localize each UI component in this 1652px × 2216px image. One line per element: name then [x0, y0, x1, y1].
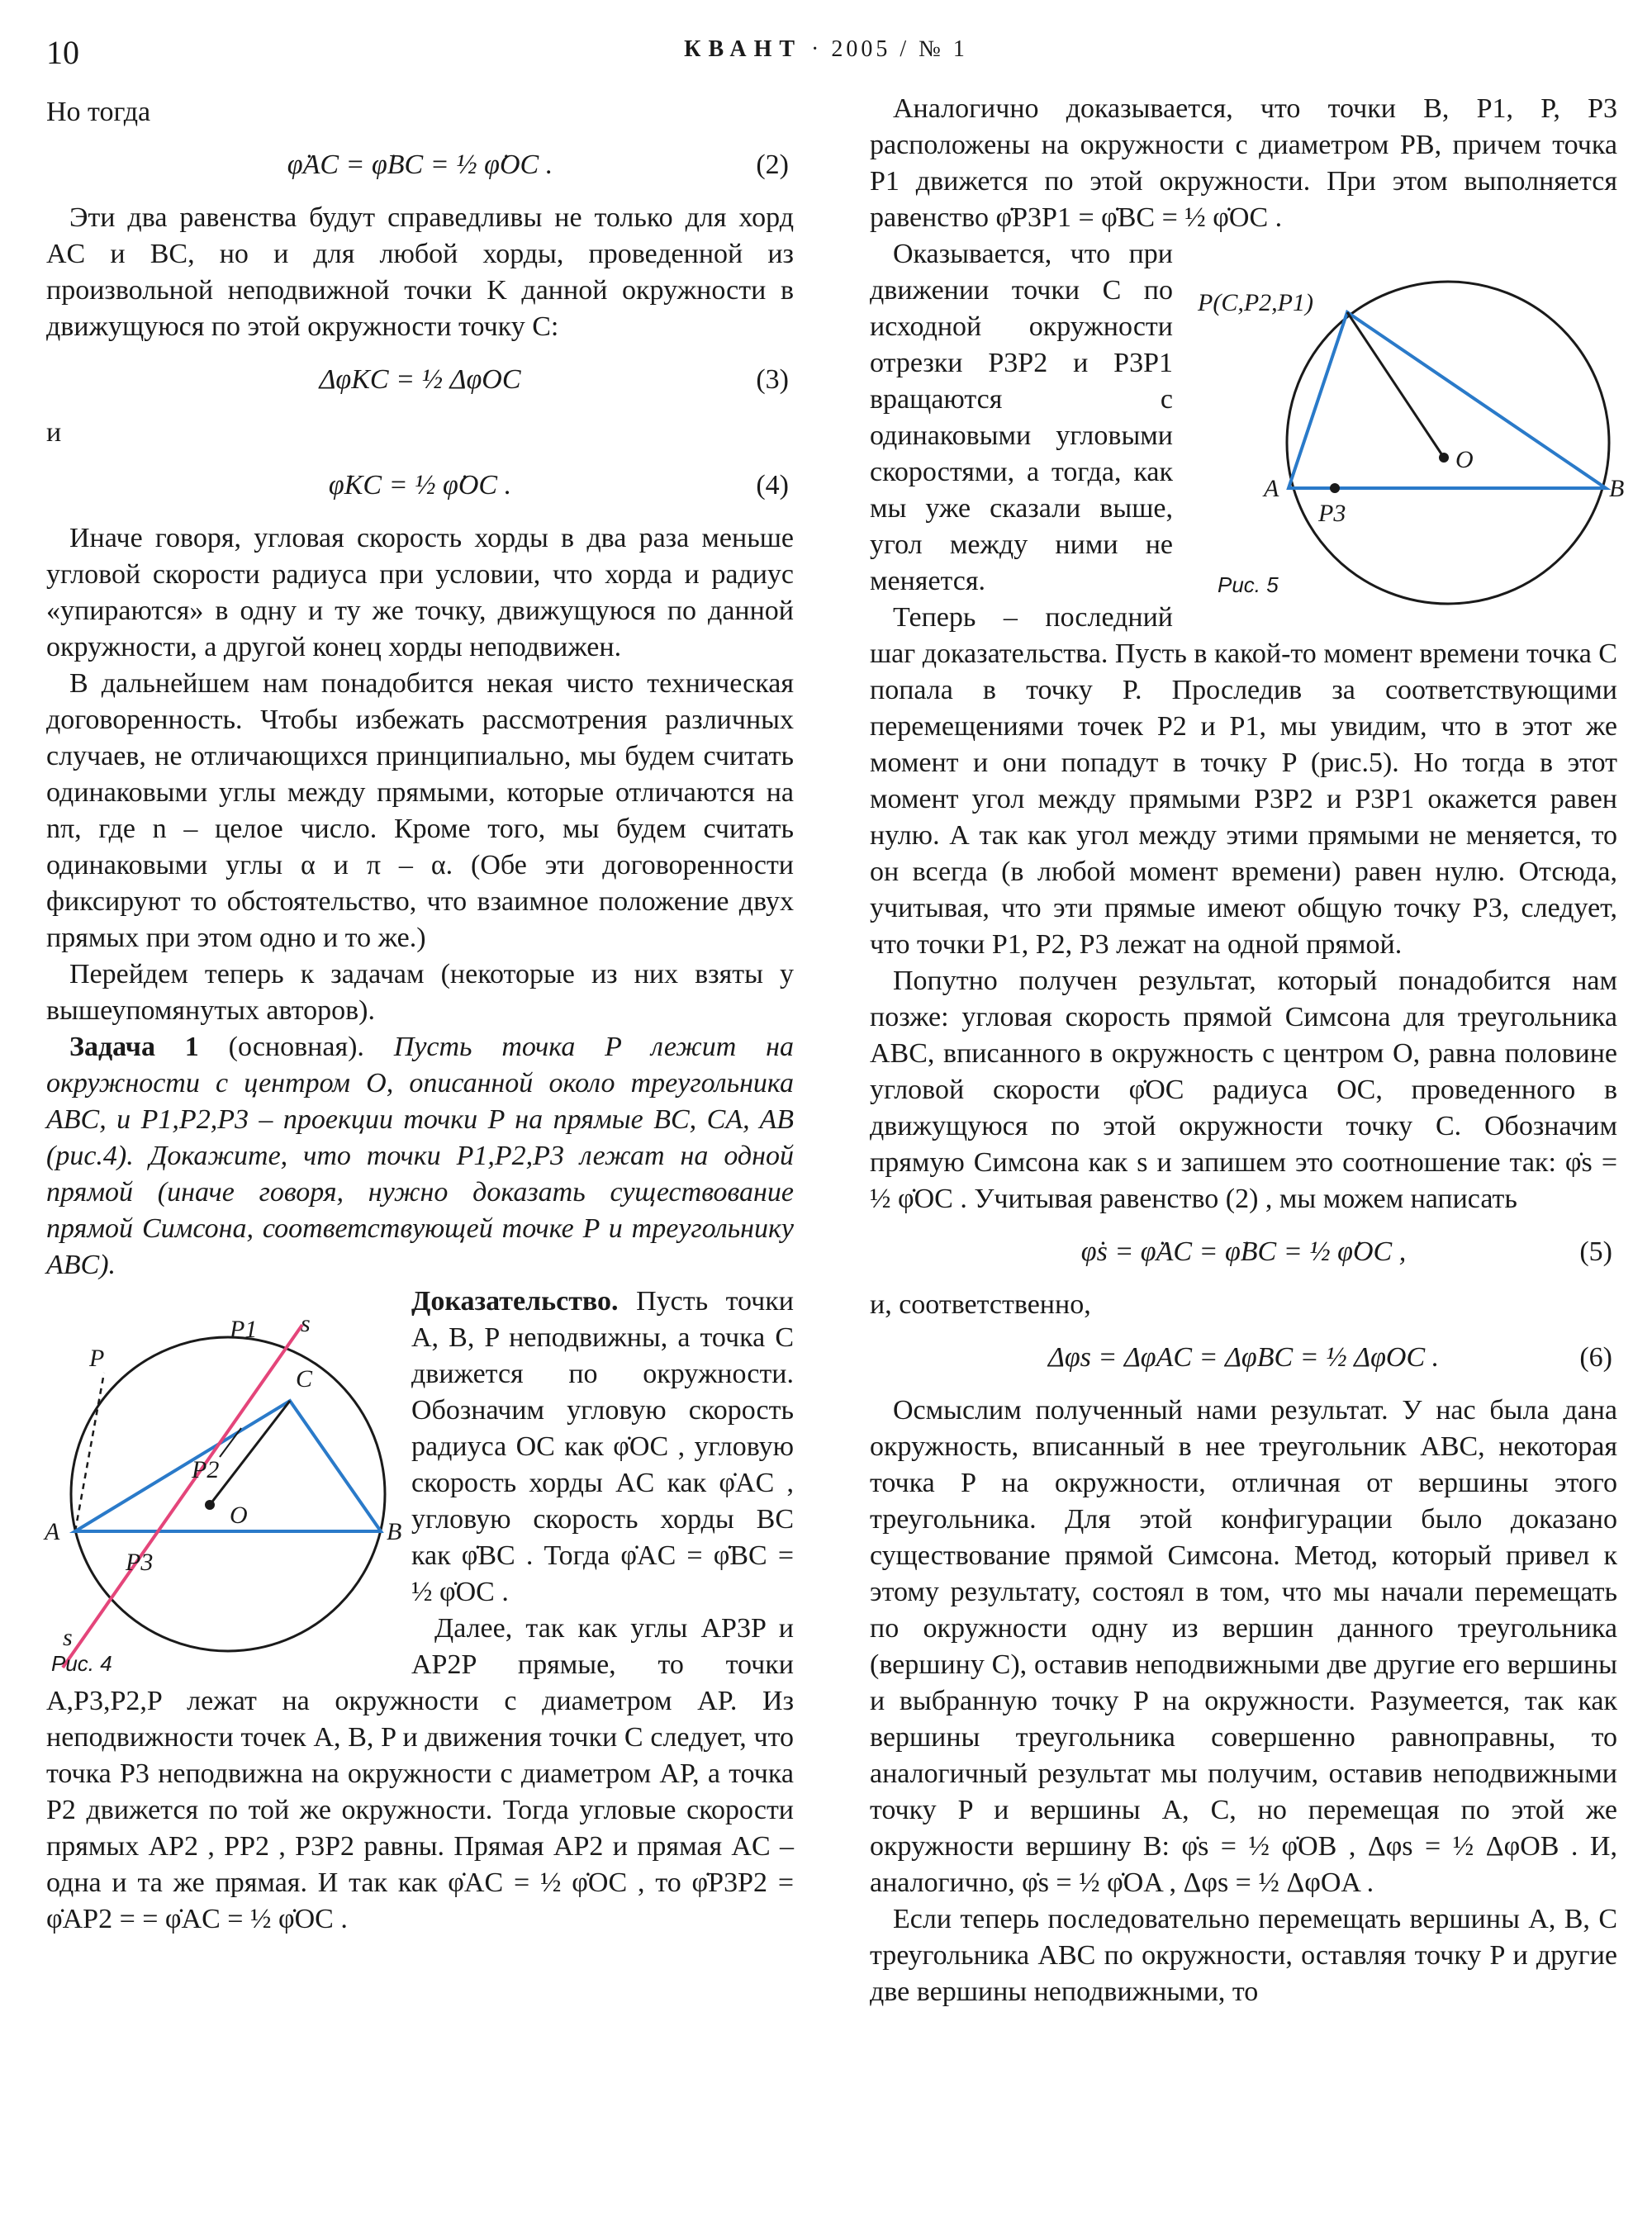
- right-column: [870, 91, 1625, 2010]
- equation-number: (3): [756, 364, 789, 395]
- page-header: [0, 0, 1652, 83]
- label-o: O: [1455, 446, 1474, 473]
- journal-title: [0, 36, 1652, 63]
- paragraph: Далее, так как углы AP3P и AP2P прямые, то точки A,P3,P2,P лежат на окружности с диаметром AP. Из неподвижности точек A, B, P и движения точки C следует, что точка P3 неподвижна на окружности с диаметром AP, а точка P2 движется по той же окружности. Тогда угловые скорости прямых AP2 , PP2 , P3P2 равны. Прямая AP2 и прямая AC – одна и та же прямая. И так как φ̇AC = ½ φ̇OC , то φ̇P3P2 = φ̇AP2 = = φ̇AC = ½ φ̇OC .: [46, 1613, 794, 1934]
- label-p3: P3: [126, 1549, 154, 1576]
- triangle-abc: [1289, 312, 1606, 488]
- equation-text: ΔφKC = ½ ΔφOC: [319, 364, 521, 395]
- page-number: 10: [46, 34, 79, 71]
- label-s-top: s: [301, 1310, 311, 1337]
- paragraph: Попутно получен результат, который понадобится нам позже: угловая скорость прямой Симсона для треугольника ABC, вписанного в окружность с центром O, равна половине угловой скорости φ̇OC радиуса OC, проведенного в движущуюся по этой окружности точку C. Обозначим прямую Симсона как s и запишем это соотношение так: φ̇s = ½ φ̇OC . Учитывая равенство (2) , мы можем написать: [870, 966, 1617, 1214]
- paragraph: Теперь – последний шаг доказательства. Пусть в какой-то момент времени точка C попала в точку P. Проследив за соответствующими перемещениями точек P2 и P1, мы увидим, что в этот же момент и они попадут в точку P (рис.5). Но тогда в этот момент угол между прямыми P3P2 и P3P1 окажется равен нулю. А так как угол между этими прямыми не меняется, то он всегда (в любой момент времени) равен нулю. Отсюда, учитывая, что эти прямые имеют общую точку P3, следует, что точки P1, P2, P3 лежат на одной прямой.: [870, 602, 1617, 960]
- equation-6: [870, 1333, 1617, 1383]
- center-point: [205, 1500, 215, 1510]
- label-p2: P2: [192, 1456, 220, 1483]
- label-p3: P3: [1318, 500, 1346, 527]
- paragraph: Иначе говоря, угловая скорость хорды в два раза меньше угловой скорости радиуса при условии, что хорда и радиус «упираются» в одну и ту же точку, движущуюся по данной окружности, а другой конец хорды неподвижен.: [46, 523, 794, 662]
- label-a: A: [45, 1518, 60, 1545]
- equation-text: Δφs = ΔφAC = ΔφBC = ½ ΔφOC .: [1047, 1342, 1440, 1373]
- paragraph: В дальнейшем нам понадобится некая чисто техническая договоренность. Чтобы избежать рассмотрения различных случаев, не отличающихся принципиально, мы будем считать одинаковыми углы между прямыми, которые отличаются на nπ, где n – целое число. Кроме того, мы будем считать одинаковыми углы α и π – α. (Обе эти договоренности фиксируют то обстоятельство, что взаимное положение двух прямых при этом одно и то же.): [46, 668, 794, 953]
- label-b: B: [387, 1518, 402, 1545]
- label-o: O: [230, 1502, 248, 1529]
- task-type: (основная).: [198, 1032, 394, 1062]
- equation-number: (6): [1579, 1342, 1612, 1373]
- label-p: P: [89, 1345, 105, 1372]
- projection-dashed-line: [75, 1373, 104, 1531]
- equation-4: [46, 461, 794, 510]
- figure-4-caption: Рис. 4: [51, 1651, 112, 1676]
- task-1-paragraph: [46, 1029, 794, 1284]
- equation-text: φ̇KC = ½ φ̇OC .: [328, 470, 512, 501]
- circumcircle: [71, 1337, 385, 1651]
- figure-5-caption: Рис. 5: [1218, 572, 1279, 597]
- label-a: A: [1264, 475, 1279, 502]
- label-p-c-p2-p1: P(C,P2,P1): [1198, 289, 1313, 316]
- task-text: Пусть точка P лежит на окружности с центром O, описанной около треугольника ABC, и P1,P2,P3 – проекции точки P на прямые BC, CA, AB (рис.4). Докажите, что точки P1,P2,P3 лежат на одной прямой (иначе говоря, нужно доказать существование прямой Симсона, соответствующей точке P и треугольнику ABC).: [46, 1032, 794, 1280]
- journal-issue: · 2005 / № 1: [811, 36, 968, 62]
- figure-4-diagram: [38, 1284, 401, 1680]
- paragraph: Перейдем теперь к задачам (некоторые из них взяты у вышеупомянутых авторов).: [46, 959, 794, 1026]
- proof-label: Доказательство.: [411, 1286, 619, 1317]
- label-s-bottom: s: [63, 1624, 73, 1651]
- paragraph: и, соответственно,: [870, 1289, 1091, 1320]
- equation-text: φ̇s = φ̇AC = φ̇BC = ½ φ̇OC ,: [1080, 1236, 1407, 1267]
- equation-5: [870, 1227, 1617, 1277]
- figure-4: [38, 1284, 401, 1680]
- equation-text: φ̇AC = φ̇BC = ½ φ̇OC .: [287, 149, 553, 180]
- equation-number: (5): [1579, 1236, 1612, 1267]
- paragraph: Но тогда: [46, 97, 151, 127]
- equation-number: (4): [756, 470, 789, 501]
- paragraph: и: [46, 417, 62, 448]
- label-c: C: [296, 1365, 313, 1393]
- journal-name: КВАНТ: [684, 36, 803, 62]
- left-column: [46, 91, 794, 1938]
- radius-op: [1347, 312, 1444, 458]
- circumcircle: [1287, 282, 1609, 604]
- paragraph: Аналогично доказывается, что точки B, P1, P, P3 расположены на окружности с диаметром PB, причем точка P1 движется по этой окружности. При этом выполняется равенство φ̇P3P1 = φ̇BC = ½ φ̇OC .: [870, 93, 1617, 233]
- label-p1: P1: [230, 1316, 258, 1343]
- equation-2: [46, 140, 794, 190]
- paragraph: Эти два равенства будут справедливы не только для хорд AC и BC, но и для любой хорды, проведенной из произвольной неподвижной точки K данной окружности в движущуюся по этой окружности точку C:: [46, 202, 794, 342]
- simson-line: [63, 1325, 302, 1668]
- paragraph: Оказывается, что при движении точки C по исходной окружности отрезки P3P2 и P3P1 вращаются с одинаковыми угловыми скоростями, а тогда, как мы уже сказали выше, угол между ними не меняется.: [870, 239, 1173, 596]
- paragraph: Осмыслим полученный нами результат. У нас была дана окружность, вписанный в нее треугольник ABC, некоторая точка P на окружности, отличная от вершины этого треугольника. Для этой конфигурации было доказано существование прямой Симсона. Метод, который привел к этому результату, состоял в том, что мы начали перемещать по окружности одну из вершин данного треугольника (вершину C), оставив неподвижными две другие его вершины и выбранную точку P на окружности. Разумеется, так как вершины треугольника совершенно равноправны, то аналогичный результат мы получим, оставив неподвижными точку P и вершины A, C, но перемещая по этой же окружности вершину B: φ̇s = ½ φ̇OB , Δφs = ½ ΔφOB . И, аналогично, φ̇s = ½ φ̇OA , Δφs = ½ ΔφOA .: [870, 1395, 1617, 1898]
- proof-text: Пусть точки A, B, P неподвижны, а точка C движется по окружности. Обозначим угловую скорость радиуса OC как φ̇OC , угловую скорость хорды AC как φ̇AC , угловую скорость хорды BC как φ̇BC . Тогда φ̇AC = φ̇BC = ½ φ̇OC .: [411, 1286, 794, 1607]
- label-b: B: [1609, 475, 1625, 502]
- center-point: [1439, 453, 1449, 463]
- task-label: Задача 1: [69, 1032, 199, 1062]
- triangle-abc: [75, 1401, 381, 1531]
- point-p3: [1330, 483, 1340, 493]
- paragraph: Если теперь последовательно перемещать вершины A, B, C треугольника ABC по окружности, оставляя точку P и другие две вершины неподвижными, то: [870, 1904, 1617, 2007]
- equation-number: (2): [756, 149, 789, 180]
- figure-5: [1188, 236, 1625, 633]
- equation-3: [46, 355, 794, 405]
